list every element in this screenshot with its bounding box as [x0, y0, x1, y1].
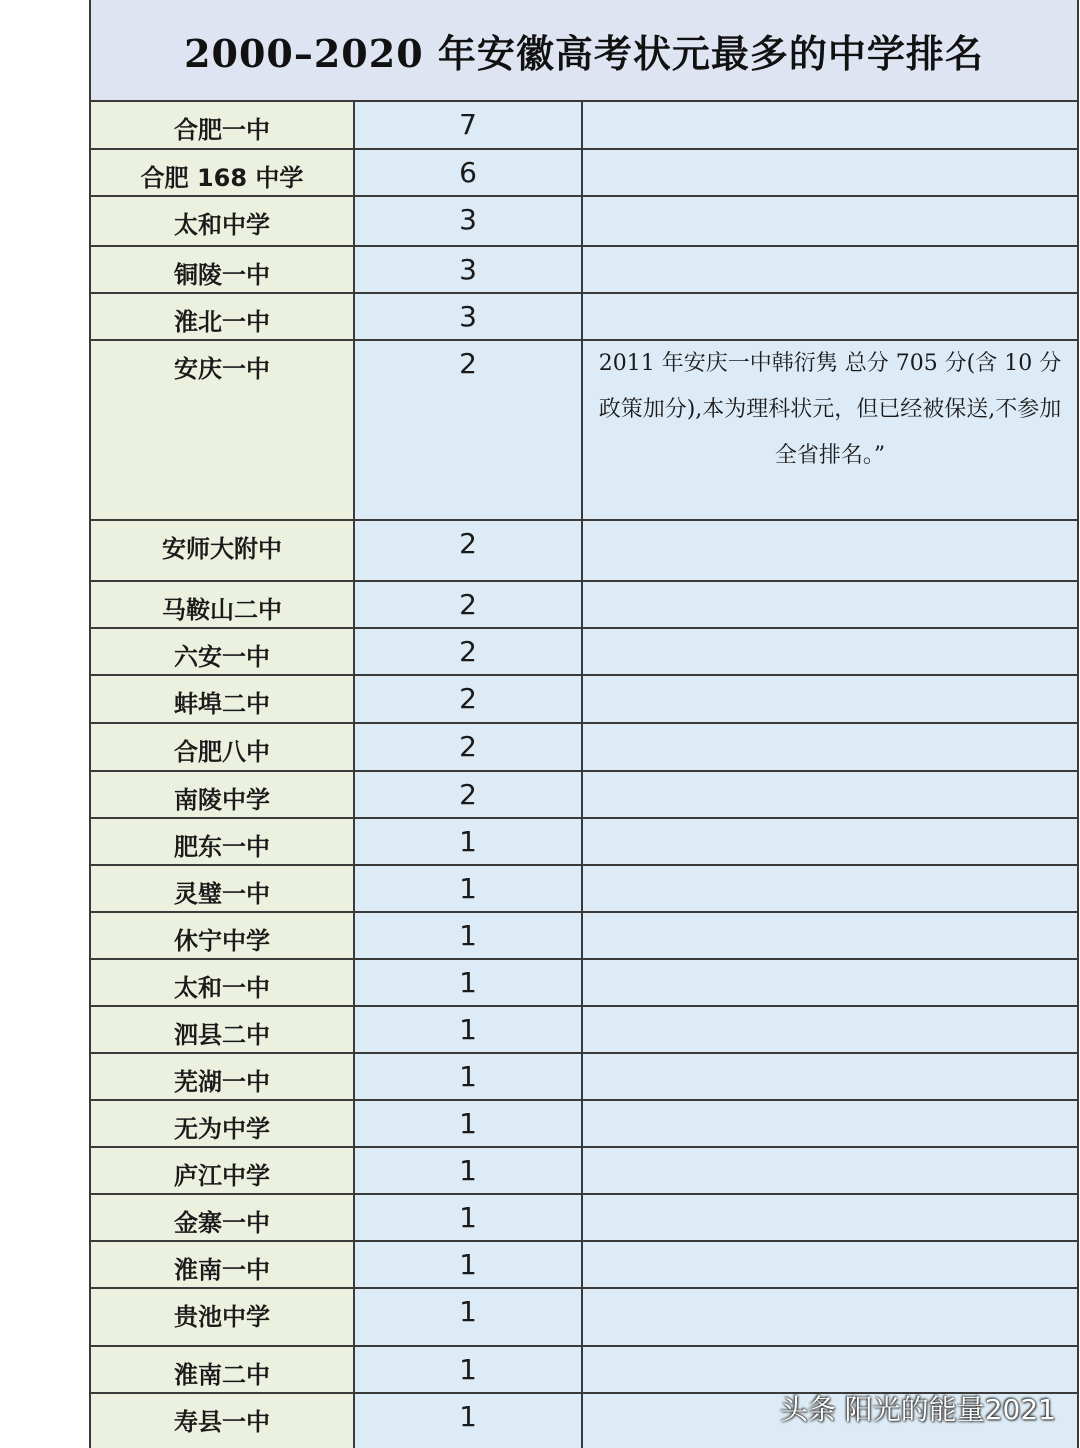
champion-count-cell: 1 [355, 866, 583, 911]
champion-count-cell: 1 [355, 1054, 583, 1099]
school-name-cell: 合肥八中 [91, 724, 355, 770]
school-name-cell: 肥东一中 [91, 819, 355, 864]
champion-count-cell: 1 [355, 1289, 583, 1345]
note-cell [583, 521, 1077, 580]
school-name-cell: 合肥 168 中学 [91, 150, 355, 195]
note-cell [583, 1007, 1077, 1052]
champion-count-cell: 2 [355, 724, 583, 770]
champion-count-cell: 1 [355, 913, 583, 958]
table-row [91, 1242, 1077, 1289]
champion-count-cell: 3 [355, 247, 583, 292]
note-cell [583, 676, 1077, 722]
table-row [91, 676, 1077, 724]
champion-count-cell: 1 [355, 1195, 583, 1240]
table-row [91, 341, 1077, 521]
note-cell [583, 772, 1077, 817]
school-name-cell: 安庆一中 [91, 341, 355, 519]
note-cell [583, 197, 1077, 245]
table-body [91, 102, 1077, 1448]
table-row [91, 197, 1077, 247]
note-cell: 2011 年安庆一中韩衍隽 总分 705 分(含 10 分政策加分),本为理科状元，但已经被保送,不参加全省排名。” [583, 341, 1077, 519]
champion-count-cell: 1 [355, 1101, 583, 1146]
champion-count-cell: 1 [355, 819, 583, 864]
note-cell [583, 1195, 1077, 1240]
note-cell [583, 1289, 1077, 1345]
note-cell [583, 913, 1077, 958]
table-row [91, 582, 1077, 629]
school-name-cell: 淮北一中 [91, 294, 355, 339]
note-cell [583, 629, 1077, 674]
champion-count-cell: 6 [355, 150, 583, 195]
school-name-cell: 蚌埠二中 [91, 676, 355, 722]
school-name-cell: 太和中学 [91, 197, 355, 245]
table-row [91, 1101, 1077, 1148]
school-name-cell: 六安一中 [91, 629, 355, 674]
champion-count-cell: 2 [355, 341, 583, 519]
school-name-cell: 灵璧一中 [91, 866, 355, 911]
champion-count-cell: 2 [355, 521, 583, 580]
note-cell [583, 1148, 1077, 1193]
table-row [91, 102, 1077, 150]
school-name-cell: 贵池中学 [91, 1289, 355, 1345]
school-name-cell: 庐江中学 [91, 1148, 355, 1193]
champion-count-cell: 2 [355, 676, 583, 722]
school-name-cell: 金寨一中 [91, 1195, 355, 1240]
note-cell [583, 960, 1077, 1005]
table-row [91, 629, 1077, 676]
school-name-cell: 安师大附中 [91, 521, 355, 580]
table-row [91, 819, 1077, 866]
school-name-cell: 淮南一中 [91, 1242, 355, 1287]
table-title: 2000–2020 年安徽高考状元最多的中学排名 [91, 0, 1077, 102]
note-cell [583, 1054, 1077, 1099]
table-row [91, 1289, 1077, 1347]
note-cell [583, 866, 1077, 911]
school-name-cell: 马鞍山二中 [91, 582, 355, 627]
table-row [91, 724, 1077, 772]
school-name-cell: 无为中学 [91, 1101, 355, 1146]
note-cell [583, 102, 1077, 148]
school-name-cell: 泗县二中 [91, 1007, 355, 1052]
note-cell [583, 150, 1077, 195]
champion-count-cell: 3 [355, 197, 583, 245]
school-name-cell: 休宁中学 [91, 913, 355, 958]
school-name-cell: 合肥一中 [91, 102, 355, 148]
note-cell [583, 1347, 1077, 1392]
table-row [91, 521, 1077, 582]
champion-count-cell: 1 [355, 960, 583, 1005]
note-cell [583, 1101, 1077, 1146]
champion-count-cell: 1 [355, 1007, 583, 1052]
table-row [91, 1007, 1077, 1054]
table-row [91, 1054, 1077, 1101]
note-cell [583, 294, 1077, 339]
champion-count-cell: 2 [355, 582, 583, 627]
table-row [91, 772, 1077, 819]
champion-count-cell: 3 [355, 294, 583, 339]
ranking-table [89, 0, 1079, 1448]
table-row [91, 866, 1077, 913]
champion-count-cell: 1 [355, 1148, 583, 1193]
table-row [91, 913, 1077, 960]
champion-count-cell: 1 [355, 1242, 583, 1287]
school-name-cell: 淮南二中 [91, 1347, 355, 1392]
table-row [91, 247, 1077, 294]
champion-count-cell: 7 [355, 102, 583, 148]
table-row [91, 1148, 1077, 1195]
table-row [91, 960, 1077, 1007]
note-cell [583, 1242, 1077, 1287]
table-row [91, 294, 1077, 341]
school-name-cell: 铜陵一中 [91, 247, 355, 292]
note-cell [583, 247, 1077, 292]
table-row [91, 1195, 1077, 1242]
watermark: 头条 阳光的能量2021 [779, 1393, 1056, 1426]
table-row [91, 150, 1077, 197]
note-cell [583, 724, 1077, 770]
school-name-cell: 南陵中学 [91, 772, 355, 817]
champion-count-cell: 1 [355, 1394, 583, 1448]
school-name-cell: 太和一中 [91, 960, 355, 1005]
champion-count-cell: 1 [355, 1347, 583, 1392]
champion-count-cell: 2 [355, 772, 583, 817]
table-row [91, 1347, 1077, 1394]
champion-count-cell: 2 [355, 629, 583, 674]
note-cell [583, 819, 1077, 864]
school-name-cell: 寿县一中 [91, 1394, 355, 1448]
school-name-cell: 芜湖一中 [91, 1054, 355, 1099]
note-cell [583, 582, 1077, 627]
